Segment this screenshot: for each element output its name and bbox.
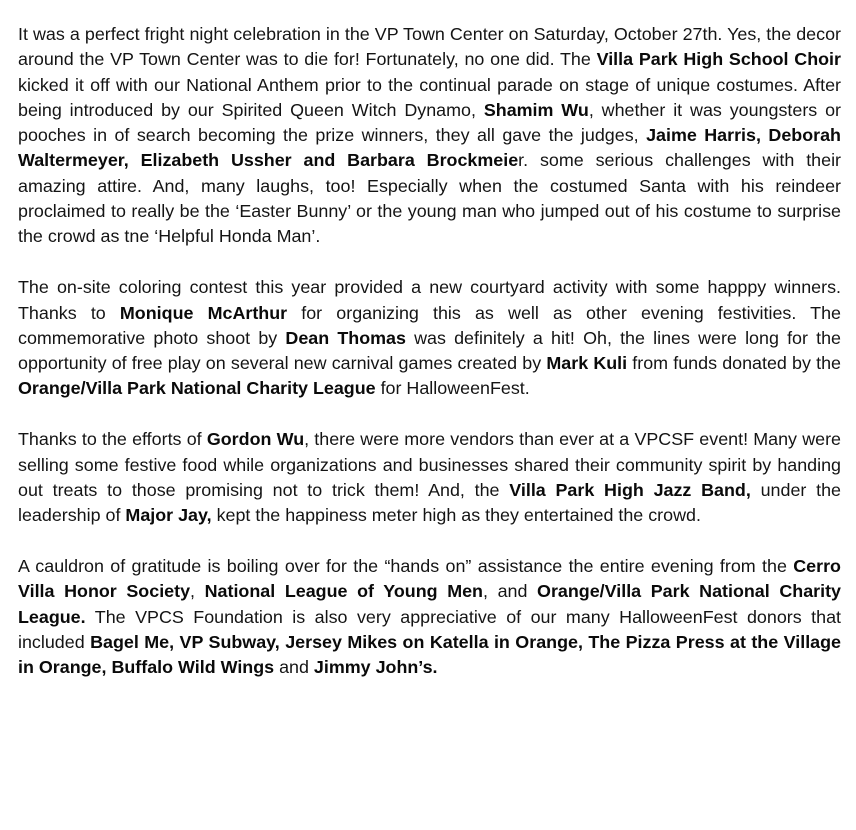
text-run: It was a perfect fright night celebration in the VP Town Center on Saturday, October 27th. Yes, the decor around the VP Town Center was to die for! Fortunately, no one did. The <box>18 24 841 70</box>
bold-name-run: Bagel Me, VP Subway, Jersey Mikes on Katella in Orange, The Pizza Press at the Village in Orange, Buffalo Wild Wings <box>18 632 841 678</box>
text-run: The VPCS Foundation is also very appreciative of our many HalloweenFest donors that included <box>18 606 841 653</box>
text-run: from funds donated by the <box>627 353 841 374</box>
bold-name-run: National League of Young Men <box>204 581 483 602</box>
bold-name-run: Cerro Villa Honor Society <box>18 556 841 602</box>
paragraph-gratitude <box>18 554 841 680</box>
text-run: , whether it was youngsters or pooches in of search becoming the prize winners, they all gave the judges, <box>18 99 842 146</box>
bold-name-run: Jaime Harris, Deborah Waltermeyer, Elizabeth Ussher and Barbara Brockmeie <box>18 125 841 171</box>
bold-name-run: Orange/Villa Park National Charity League. <box>18 581 841 627</box>
text-run: and <box>274 657 314 678</box>
text-run: , <box>190 581 205 602</box>
text-run: under the leadership of <box>18 479 841 526</box>
paragraph-coloring-contest <box>18 275 841 401</box>
paragraph-vendors <box>18 427 841 528</box>
bold-name-run: Villa Park High School Choir <box>596 49 841 70</box>
text-run: was definitely a hit! Oh, the lines were long for the opportunity of free play on several new carnival games created by <box>18 327 841 374</box>
bold-name-run: Monique McArthur <box>119 302 288 323</box>
bold-name-run: Gordon Wu <box>206 429 305 450</box>
text-run: A cauldron of gratitude is boiling over for the “hands on” assistance the entire evening from the <box>18 556 794 577</box>
text-run: , there were more vendors than ever at a VPCSF event! Many were selling some festive food while organizations and businesses shared their community spirit by handing out treats to those promising not to trick them! And, the <box>18 429 841 500</box>
text-run: for organizing this as well as other evening festivities. The commemorative photo shoot by <box>18 302 841 348</box>
bold-name-run: Shamim Wu <box>483 99 589 120</box>
bold-name-run: Jimmy John’s. <box>313 657 438 678</box>
text-run: The on-site coloring contest this year provided a new courtyard activity with some happpy winners. Thanks to <box>18 277 841 323</box>
text-run: r. some serious challenges with their amazing attire. And, many laughs, too! Especially when the costumed Santa with his reindeer proclaimed to really be the ‘Easter Bunny’ or the young man who jumped out of his costume to surprise the crowd as tne ‘Helpful Honda Man’. <box>18 150 841 247</box>
text-run: kicked it off with our National Anthem prior to the continual parade on stage of unique costumes. After being introduced by our Spirited Queen Witch Dynamo, <box>18 74 841 120</box>
bold-name-run: Mark Kuli <box>546 353 628 374</box>
text-run: Thanks to the efforts of <box>18 429 207 450</box>
bold-name-run: Villa Park High Jazz Band, <box>509 479 751 500</box>
paragraph-fright-night <box>18 22 841 250</box>
bold-name-run: Dean Thomas <box>285 327 406 348</box>
bold-name-run: Major Jay, <box>125 505 212 526</box>
text-run: kept the happiness meter high as they entertained the crowd. <box>211 505 701 526</box>
text-run: , and <box>482 581 538 602</box>
text-run: for HalloweenFest. <box>375 378 530 399</box>
bold-name-run: Orange/Villa Park National Charity League <box>18 378 376 399</box>
